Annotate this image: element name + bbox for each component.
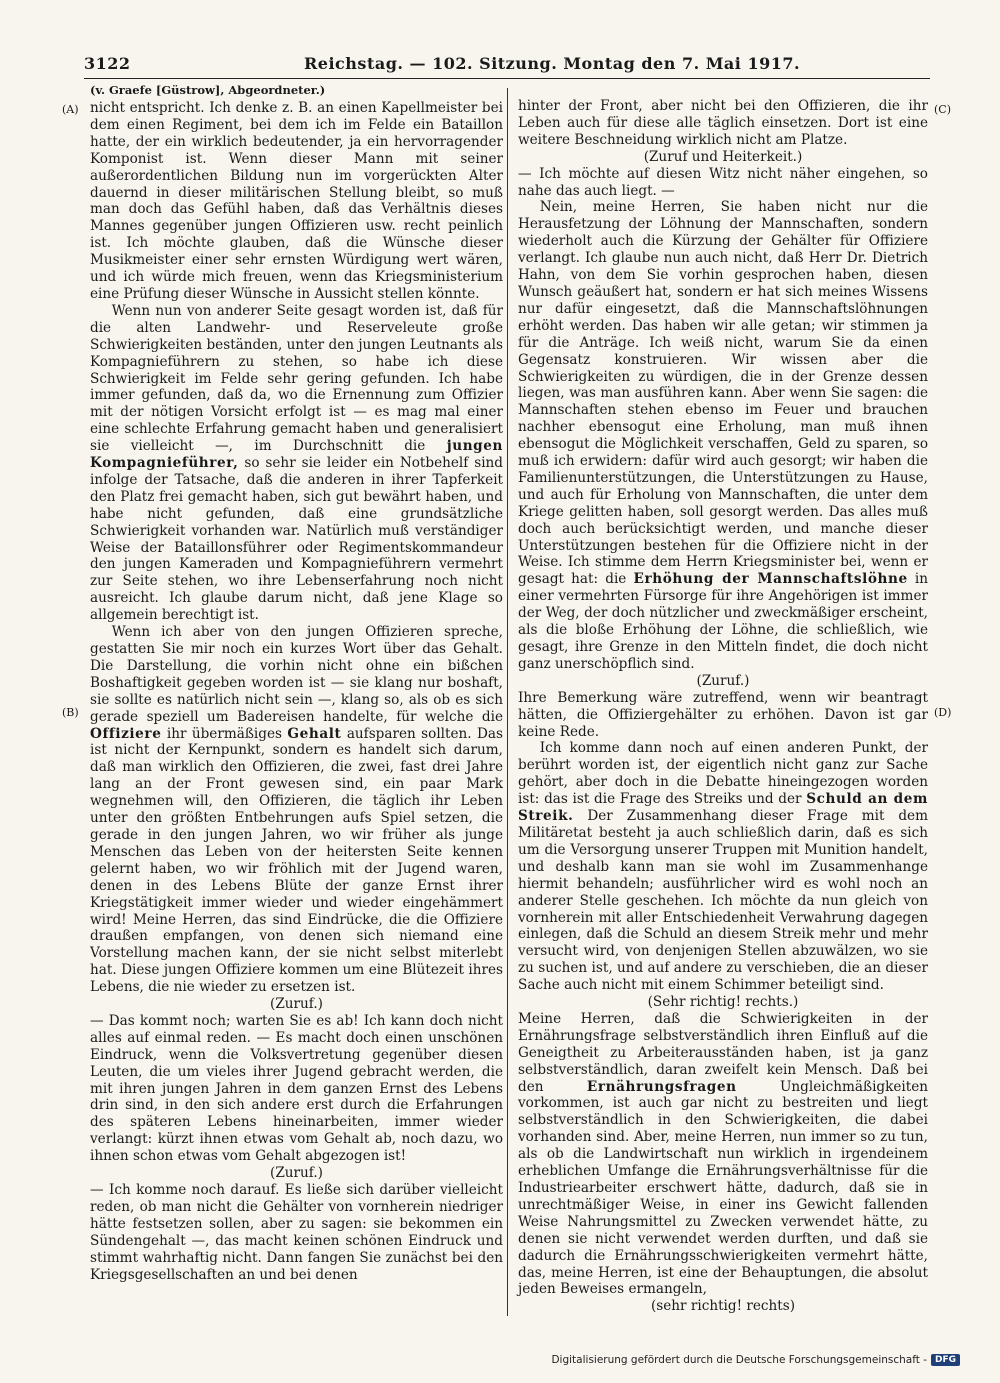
text-run: Wenn nun von anderer Seite gesagt worden ist, daß für die alten Landwehr- und Reserveleute große Schwierigkeiten beständen, unter den jungen Leutnants als Kompagnieführern zu stehen, so habe ich diese Schwierigkeit im Felde sehr gering gefunden. Ich habe immer gefunden, daß da, wo die Ernennung zum Offizier mit der nötigen Vorsicht erfolgt ist — es mag mal einer eine schlechte Erfahrung gemacht haben und generalisiert sie vielleicht —, im Durchschnitt die [90,302,503,455]
interjection: (Zuruf.) [696,672,750,689]
paragraph [518,199,928,672]
text-run: Ungleichmäßigkeiten vorkommen, ist auch gar nicht zu bestreiten und liegt selbstverständlich in den Schwierigkeiten, die dabei vorhanden sind. Aber, meine Herren, nun immer so zu tun, als ob die Landwirtschaft nun wirklich in irgendeinem erheblichen Umfange die Ernährungsverhältnisse für die Industriearbeiter erschwert hätte, dadurch, daß sie in unrechtmäßiger Weise, in einer ins Gewicht fallenden Weise Nahrungsmittel zu Zwecken verwendet hätte, zu denen sie nicht verwendet werden durften, und daß sie dadurch die Ernährungsschwierigkeiten vermehrt hätte, das, meine Herren, ist eine der Behauptungen, die absolut jeden Beweises ermangeln, [518,1078,929,1298]
text-run: Ich komme dann noch auf einen anderen Punkt, der berührt worden ist, der eigentlich nicht ganz zur Sache gehört, aber doch in die Debatte hineingezogen worden ist: das ist die Frage des Streiks und der [518,740,928,808]
column-divider [507,88,508,1316]
interjection: (sehr richtig! rechts) [650,1298,796,1315]
emphasis: Offiziere [90,725,162,742]
left-column [90,100,503,1283]
emphasis: Ernährungsfragen [586,1078,737,1095]
page-number: 3122 [84,54,131,73]
dfg-logo: DFG [931,1354,960,1366]
speaker-line: (v. Graefe [Güstrow], Abgeordneter.) [90,83,326,97]
interjection: (Zuruf.) [270,1165,323,1182]
emphasis: jungen Kompagnieführer, [90,438,504,472]
text-run: Meine Herren, daß die Schwierigkeiten in der Ernährungsfrage selbstverständlich ihren Einfluß auf die Geneigtheit zu Arbeiterausständen haben, ist ja ganz selbstverständlich, daran zweifelt kein Mensch. Daß bei den [518,1010,928,1095]
paragraph [518,1011,928,1298]
text-run: Der Zusammenhang dieser Frage mit dem Militäretat besteht ja auch schließlich darin, daß es sich um die Versorgung unserer Truppen mit Munition handelt, und deshalb kann man sie wohl im Zusammenhange hiermit behandeln; ausführlicher wird es wohl noch an anderer Stelle geschehen. Ich möchte da nun gleich von vornherein mit aller Entschiedenheit Verwahrung dagegen einlegen, daß die Schuld an diesem Streik mehr und mehr versucht wird, von denjenigen Stellen abzuwälzen, wo sie zu suchen ist, und auf andere zu verschieben, die an dieser Sache auch nicht mit einem Schimmer beteiligt sind. [518,808,928,994]
header-rule [84,78,930,79]
emphasis: Schuld an dem Streik. [518,791,929,825]
paragraph: — Ich komme noch darauf. Es ließe sich darüber vielleicht reden, ob man nicht die Gehälter von vornherein niedriger hätte festsetzen sollen, aber zu sagen: sie bekommen ein Sündengehalt —, das macht keinen schönen Eindruck und stimmt wahrhaftig nicht. Dann fangen Sie zunächst bei den Kriegsgesellschaften an und bei denen [90,1182,503,1283]
paragraph: Ihre Bemerkung wäre zutreffend, wenn wir beantragt hätten, die Offiziergehälter zu erhöhen. Davon ist gar keine Rede. [518,689,928,740]
interjection: (Zuruf.) [270,996,323,1013]
footer-text: Digitalisierung gefördert durch die Deutsche Forschungsgemeinschaft - [551,1354,927,1366]
text-run: in einer vermehrten Fürsorge für ihre Angehörigen ist immer der Weg, der doch nützlicher und zweckmäßiger erscheint, als die bloße Erhöhung der Löhne, die schließlich, wie gesagt, ihre Grenze in den Mitteln findet, die doch nicht ganz unerschöpflich sind. [518,571,929,672]
emphasis: Erhöhung der Mannschaftslöhne [633,571,908,588]
right-column [518,98,928,1315]
page-header [84,52,930,78]
footer-credit [551,1354,960,1366]
text-run: Wenn ich aber von den jungen Offizieren spreche, gestatten Sie mir noch ein kurzes Wort über das Gehalt. Die Darstellung, die vorhin nicht ohne ein bißchen Boshaftigkeit gegeben worden ist — sie klang nur boshaft, sie sollte es natürlich nicht sein —, klang so, als ob es sich gerade speziell um Badereisen handelte, für welche die [90,624,503,725]
paragraph [90,624,503,996]
margin-mark-d: (D) [934,706,952,719]
emphasis: Gehalt [287,725,342,742]
text-run: Nein, meine Herren, Sie haben nicht nur die Herausfetzung der Löhnung der Mannschaften, sondern wiederholt auch die Kürzung der Gehälter für Offiziere verlangt. Ich glaube nun auch nicht, daß Herr Dr. Dietrich Hahn, von dem Sie vorhin gesprochen haben, diesen Wunsch geäußert hat, sondern er hat sich meines Wissens nur dafür eingesetzt, daß die Mannschaftslöhnungen erhöht werden. Das haben wir alle getan; wir stimmen ja für die Anträge. Ich weiß nicht, warum Sie da einen Gegensatz konstruieren. Wir wissen aber die Schwierigkeiten zu würdigen, die in der Grenze dessen liegen, was man ausführen kann. Aber wenn Sie sagen: die Mannschaften stehen ebenso im Feuer und brauchen nachher ebensogut eine Erholung, man muß ihnen ebensogut die Möglichkeit verschaffen, Geld zu sparen, so muß ich erwidern: dafür wird auch gesorgt; wir haben die Familienunterstützungen, die Unterstützungen zu Hause, und auch für Erholung von Mannschaften, die unter dem Kriege gelitten haben, soll gesorgt werden. Das alles muß doch auch berücksichtigt werden, und manche dieser Unterstützungen bestehen für die Offiziere nicht in der Weise. Ich stimme dem Herrn Kriegsminister bei, wenn er gesagt hat: die [518,199,928,588]
paragraph [90,303,503,624]
margin-mark-c: (C) [934,103,951,116]
paragraph [518,740,928,994]
paragraph: hinter der Front, aber nicht bei den Offizieren, die ihr Leben auch für diese alle täglich einsetzen. Dort ist eine weitere Beschneidung wirklich nicht am Platze. [518,98,928,148]
page-title: Reichstag. — 102. Sitzung. Montag den 7. Mai 1917. [304,54,801,73]
paragraph: nicht entspricht. Ich denke z. B. an einen Kapellmeister bei dem einen Regiment, bei dem ich im Felde ein Bataillon hatte, der ein wirklich bedeutender, ja ein hervorragender Komponist ist. Wenn dieser Mann mit seiner außerordentlichen Bildung nun im vorgerückten Alter dauernd in dieser militärischen Stellung bleibt, so muß man doch das Gefühl haben, daß das Verhältnis dieses Mannes gegenüber jungen Offizieren usw. recht peinlich ist. Ich möchte glauben, daß die Wünsche dieser Musikmeister einer sehr ernsten Würdigung wert wären, und ich würde mich freuen, wenn das Kriegsministerium eine Prüfung dieser Wünsche in Aussicht stellen könnte. [90,100,503,302]
paragraph: — Ich möchte auf diesen Witz nicht näher eingehen, so nahe das auch liegt. — [518,165,928,199]
paragraph: — Das kommt noch; warten Sie es ab! Ich kann doch nicht alles auf einmal reden. — Es macht doch einen unschönen Eindruck, wenn die Volksvertretung gegenüber diesen Leuten, die um vieles ihrer Jugend gebracht werden, die mit ihren jungen Jahren in dem ganzen Ernst des Lebens drin sind, in den sich andere erst durch die Erfahrungen des späteren Lebens hineinarbeiten, immer wieder verlangt: kürzt ihnen etwas vom Gehalt ab, noch dazu, wo ihnen schon etwas vom Gehalt abgezogen ist! [90,1012,503,1165]
text-run: aufsparen sollten. Das ist nicht der Kernpunkt, sondern es handelt sich darum, daß man wirklich den Offizieren, die zwei, fast drei Jahre lang an der Front gewesen sind, ein paar Mark wegnehmen will, den Offizieren, die täglich ihr Leben unter den größten Entbehrungen aufs Spiel setzen, die gerade in den jungen Jahren, wo wir früher als junge Menschen das Leben von der heitersten Seite kennen gelernt haben, wo wir fröhlich mit der Jugend waren, denen in des Lebens Blüte der ganze Ernst ihrer Kriegstätigkeit immer wieder und wieder eingehämmert wird! Meine Herren, das sind Eindrücke, die die Offiziere draußen empfangen, von denen sich niemand eine Vorstellung machen kann, der sie nicht selbst miterlebt hat. Diese jungen Offiziere kommen um eine Blütezeit ihres Lebens, die nie wieder zu ersetzen ist. [90,725,503,996]
interjection: (Sehr richtig! rechts.) [647,994,799,1011]
margin-mark-a: (A) [62,103,79,116]
text-run: so sehr sie leider ein Notbehelf sind infolge der Tatsache, daß die anderen in ihrer Tapferkeit den Platz frei gemacht haben, sich gut bewährt haben, und habe nicht gefunden, daß eine grundsätzliche Schwierigkeit vorhanden war. Natürlich muß verständiger Weise der Bataillonsführer oder Regimentskommandeur den jungen Kameraden und Kompagnieführern vermehrt zur Seite stehen, wo ihre Lebenserfahrung noch nicht ausreicht. Ich glaube darum nicht, daß jene Klage so allgemein berechtigt ist. [90,455,504,624]
margin-mark-b: (B) [62,706,79,719]
text-run: ihr übermäßiges [166,725,282,742]
interjection: (Zuruf und Heiterkeit.) [643,148,803,165]
